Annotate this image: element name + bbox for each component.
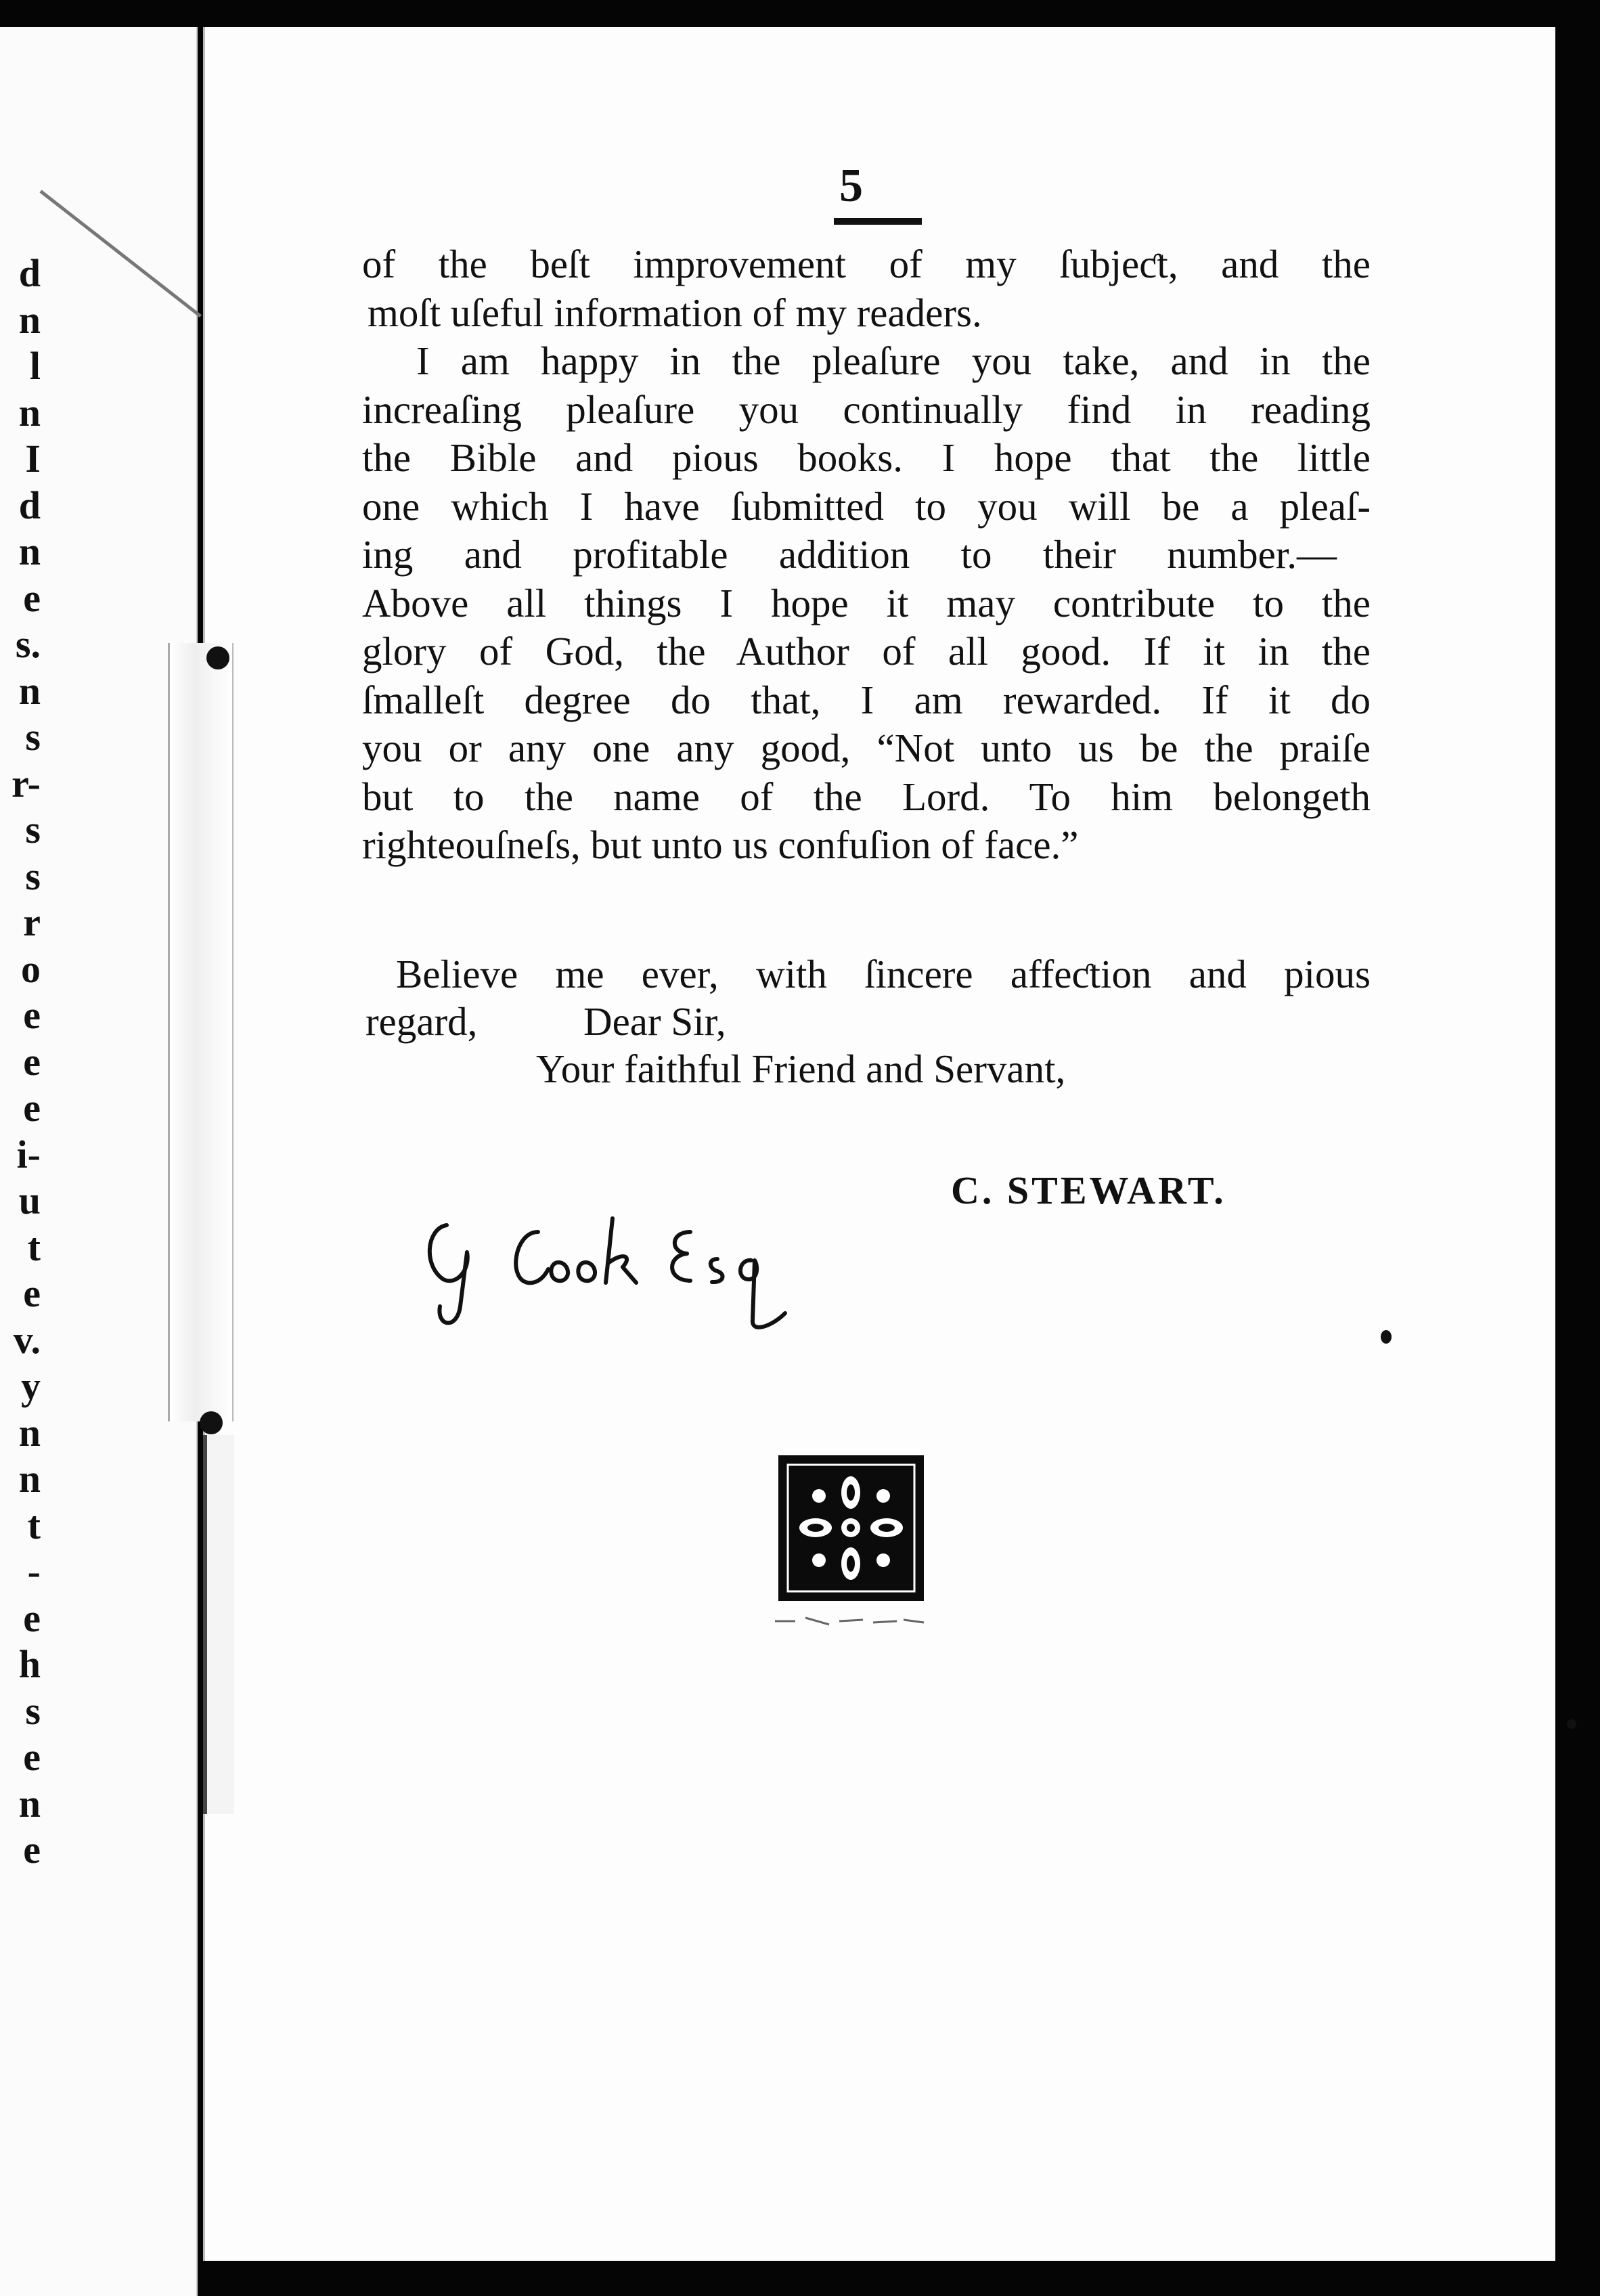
body-line: the Bible and pious books. I hope that the little	[362, 435, 1371, 480]
edge-letter: s	[25, 808, 41, 852]
binding-knot-lower	[200, 1411, 223, 1434]
body-line: righteouſneſs, but unto us confuſion of face.”	[362, 822, 1079, 867]
letter-body	[362, 240, 1377, 870]
signature: C. STEWART.	[951, 1168, 1226, 1212]
body-line: you or any one any good, “Not unto us be the praiſe	[362, 726, 1371, 770]
edge-letter: i-	[16, 1132, 41, 1176]
ink-speck	[1381, 1330, 1392, 1344]
edge-letter: e	[23, 1086, 41, 1130]
edge-letter: v.	[13, 1317, 41, 1362]
body-line: but to the name of the Lord. To him belongeth	[362, 774, 1371, 819]
edge-letter: s	[25, 1688, 41, 1733]
edge-letter: n	[18, 1457, 41, 1501]
body-line: Above all things I hope it may contribute to the	[362, 580, 1371, 625]
edge-letter: e	[23, 1595, 41, 1640]
body-line: ſmalleſt degree do that, I am rewarded. If it do	[362, 677, 1371, 722]
edge-letter: d	[18, 483, 41, 527]
printers-ornament	[778, 1455, 924, 1601]
closing-line: Believe me ever, with ſincere affeƈtion and pious	[396, 952, 1371, 996]
edge-letter: n	[18, 529, 41, 573]
body-line: I am happy in the pleaſure you take, and in the	[416, 338, 1371, 383]
binding-knot-upper	[206, 646, 229, 669]
body-line: glory of God, the Author of all good. If it in the	[362, 629, 1371, 674]
edge-letter: I	[25, 437, 41, 481]
left-page-edge-text	[0, 250, 41, 1874]
body-line: ing and profitable addition to their number.—	[362, 532, 1337, 577]
closing-regard: regard,	[365, 999, 478, 1044]
binding-strip-lower	[203, 1435, 234, 1814]
edge-letter: s.	[15, 622, 41, 666]
body-line: increaſing pleaſure you continually find in reading	[362, 387, 1371, 432]
edge-letter: s	[25, 854, 41, 898]
edge-letter: d	[18, 251, 41, 295]
edge-letter: u	[18, 1178, 41, 1222]
edge-letter: n	[18, 390, 41, 435]
edge-letter: s	[25, 715, 41, 759]
edge-letter: h	[18, 1642, 41, 1686]
edge-letter: l	[29, 344, 41, 388]
ornament-base-marks	[768, 1608, 931, 1635]
closing-salutation: Dear Sir,	[583, 999, 726, 1044]
body-line: of the beſt improvement of my ſubjeƈt, and the	[362, 242, 1371, 286]
edge-letter: e	[23, 1828, 41, 1872]
edge-letter: y	[21, 1364, 41, 1408]
body-line: one which I have ſubmitted to you will be a pleaſ-	[362, 483, 1371, 529]
binding-strip	[168, 643, 234, 1421]
page-number: 5	[839, 160, 863, 212]
page-number-rule	[834, 218, 922, 225]
edge-letter: n	[18, 1410, 41, 1455]
edge-letter: n	[18, 1781, 41, 1826]
edge-letter: t	[27, 1224, 41, 1269]
edge-letter: t	[27, 1503, 41, 1547]
body-line: moſt uſeful information of my readers.	[368, 290, 982, 335]
edge-letter: r	[23, 900, 41, 944]
edge-letter: n	[18, 297, 41, 342]
edge-letter: e	[23, 1271, 41, 1315]
edge-letter: e	[23, 993, 41, 1037]
closing-valediction: Your faithful Friend and Servant,	[536, 1046, 1066, 1091]
edge-letter: e	[23, 1735, 41, 1779]
edge-letter: e	[23, 1039, 41, 1084]
ink-speck	[1567, 1719, 1576, 1729]
edge-letter: -	[27, 1549, 41, 1593]
edge-letter: n	[18, 668, 41, 713]
handwritten-note	[420, 1205, 853, 1340]
edge-letter: o	[21, 946, 41, 991]
edge-letter: e	[23, 575, 41, 620]
edge-letter: r-	[12, 761, 41, 805]
